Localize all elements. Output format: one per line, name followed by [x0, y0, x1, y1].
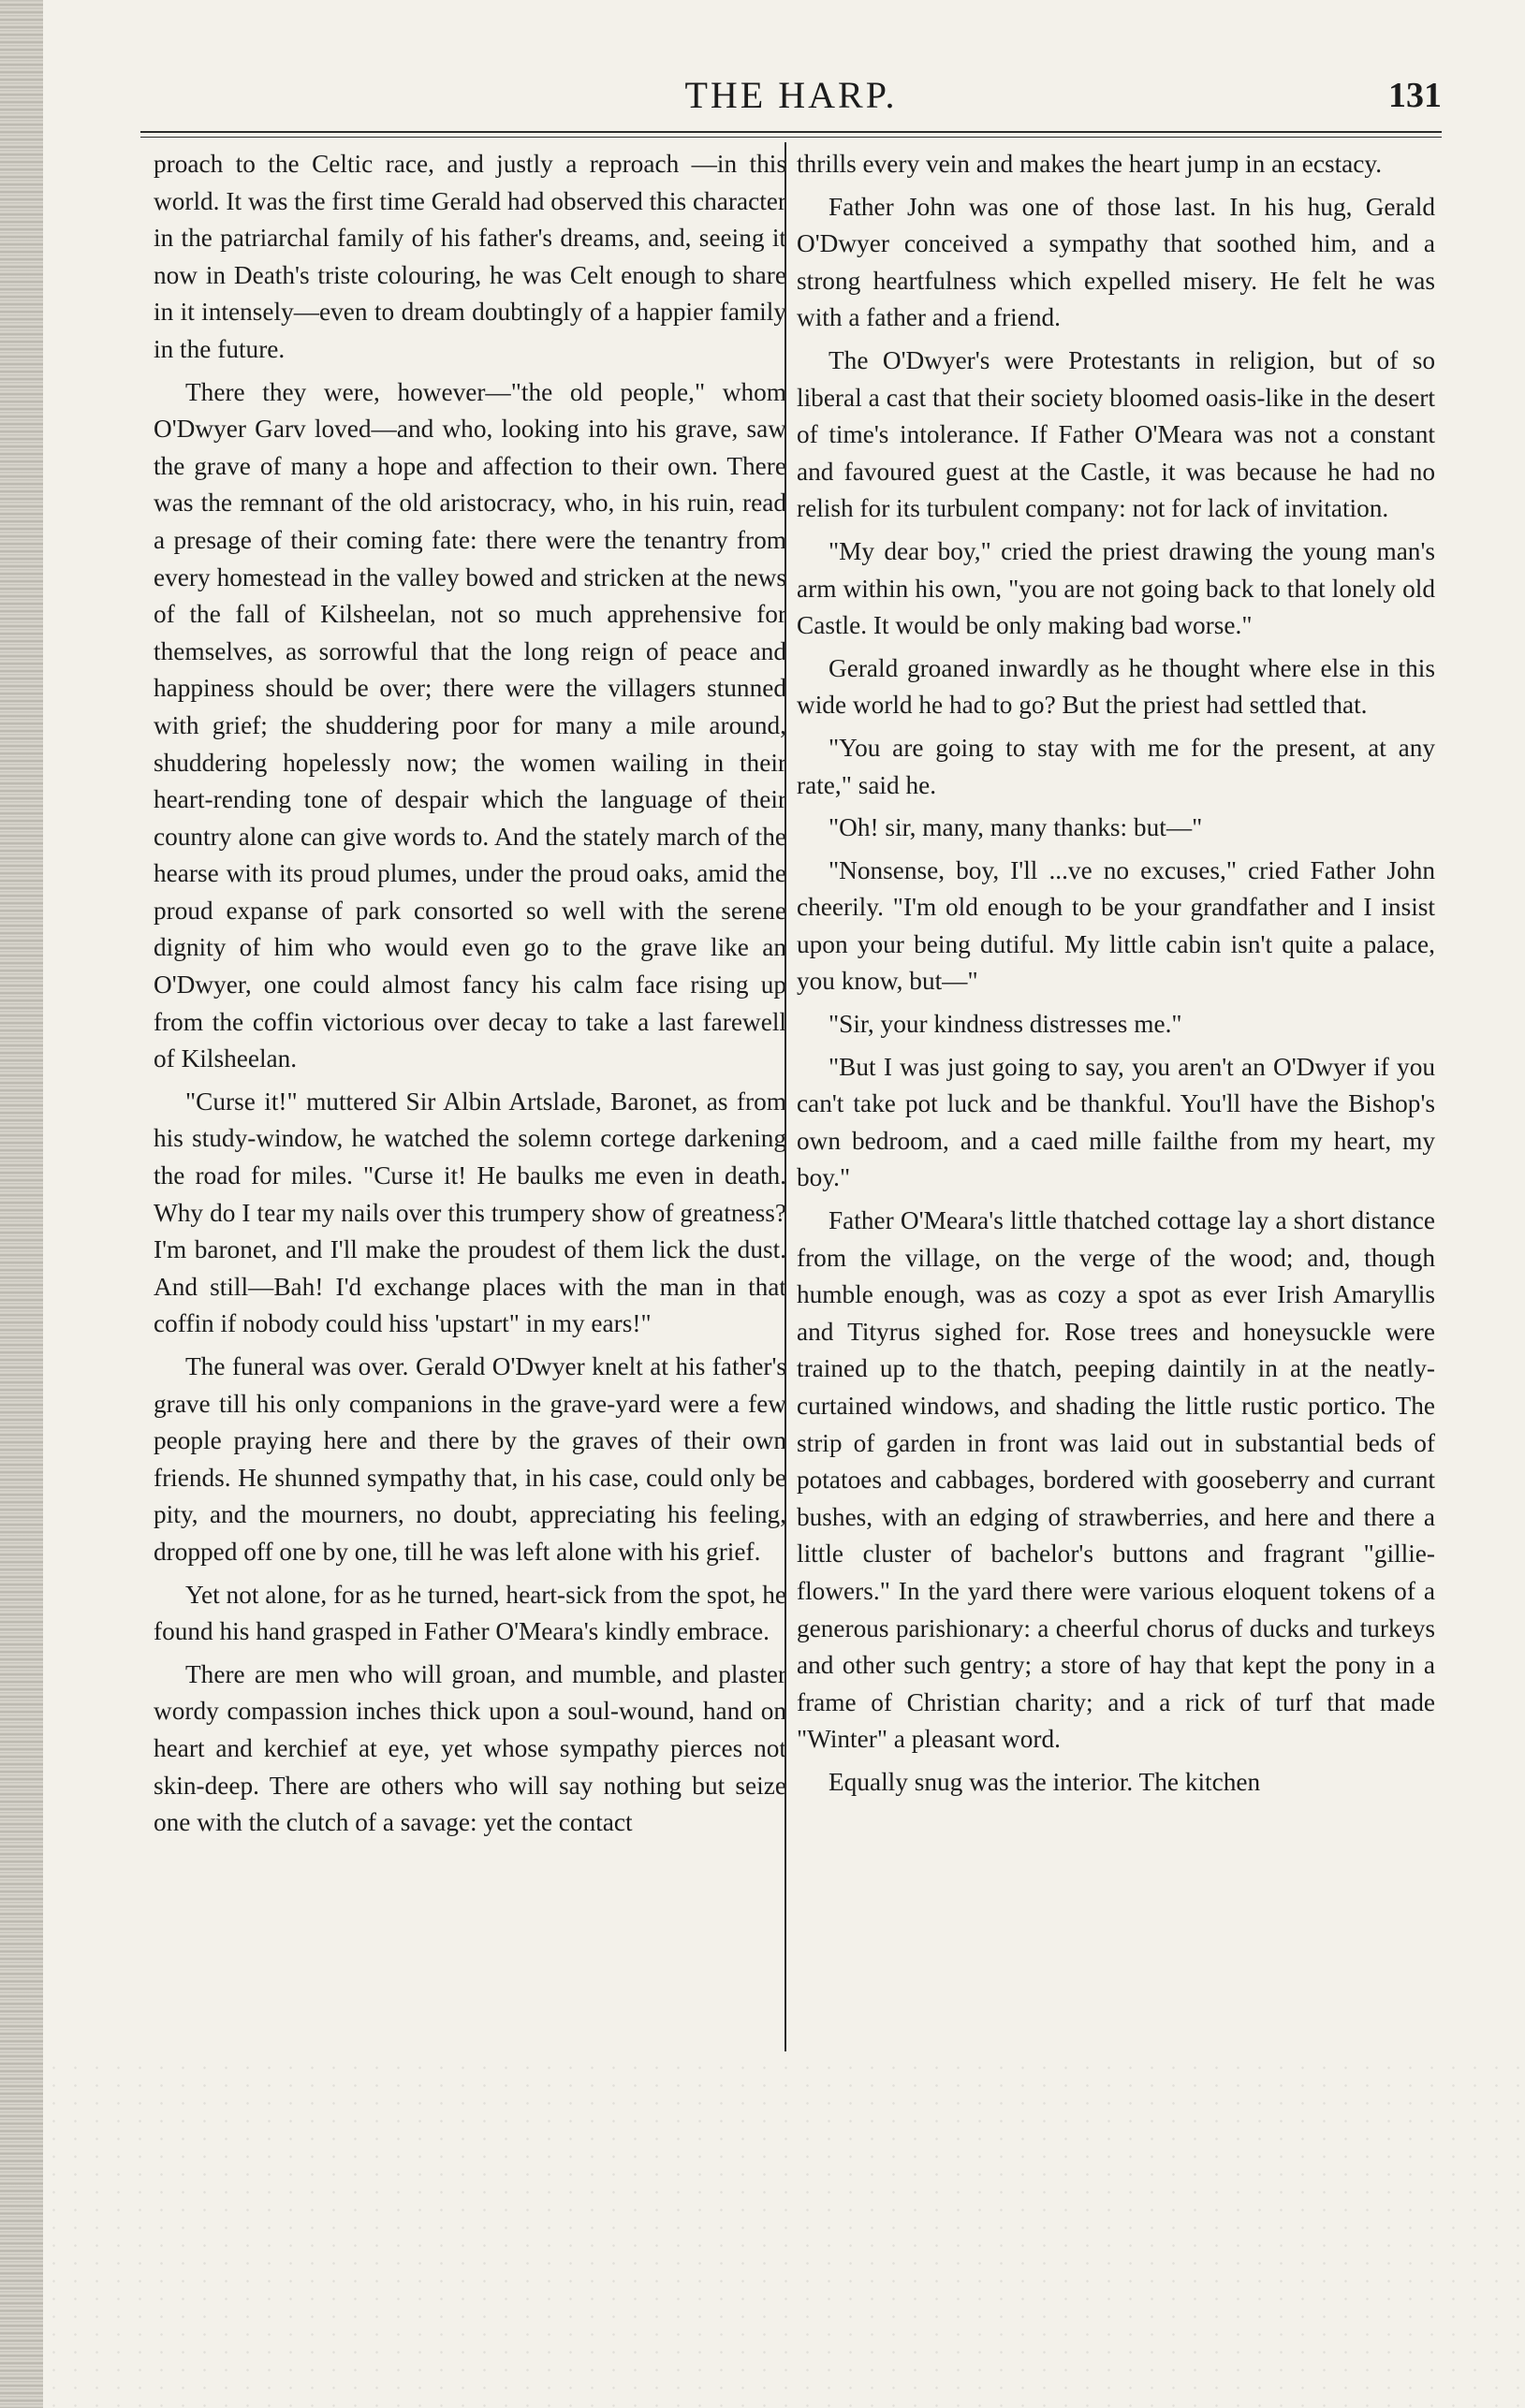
left-column	[154, 146, 786, 1842]
page-header	[140, 73, 1442, 129]
paragraph: There they were, however—"the old people," whom O'Dwyer Garv loved—and who, looking into his grave, saw the grave of many a hope and affection to their own. There was the remnant of the old aristocracy, who, in his ruin, read a presage of their coming fate: there were the tenantry from every homestead in the valley bowed and stricken at the news of the fall of Kilsheelan, not so much apprehensive for themselves, as sorrowful that the long reign of peace and happiness should be over; there were the villagers stunned with grief; the shuddering poor for many a mile around, shuddering hopelessly now; the women wailing in their heart-rending tone of despair which the language of their country alone can give words to. And the stately march of the hearse with its proud plumes, under the proud oaks, amid the proud expanse of park consorted so well with the serene dignity of him who would even go to the grave like an O'Dwyer, one could almost fancy his calm face rising up from the coffin victorious over decay to take a last farewell of Kilsheelan.	[154, 377, 786, 1073]
paragraph: The funeral was over. Gerald O'Dwyer knelt at his father's grave till his only companions in the grave-yard were a few people praying here and there by the graves of their own friends. He shunned sympathy that, in his case, could only be pity, and the mourners, no doubt, appreciating his feeling, dropped off one by one, till he was left alone with his grief.	[154, 1352, 786, 1566]
column-divider	[784, 142, 786, 2051]
paragraph: "Curse it!" muttered Sir Albin Artslade, Baronet, as from his study-window, he watched the solemn cortege darkening the road for miles. "Curse it! He baulks me even in death. Why do I tear my nails over this trumpery show of greatness? I'm baronet, and I'll make the proudest of them lick the dust. And still—Bah! I'd exchange places with the man in that coffin if nobody could hiss 'upstart" in my ears!"	[154, 1087, 786, 1338]
paragraph: Gerald groaned inwardly as he thought where else in this wide world he had to go? But the priest had settled that.	[797, 653, 1435, 720]
paragraph: "My dear boy," cried the priest drawing the young man's arm within his own, "you are not going back to that lonely old Castle. It would be only making bad worse."	[797, 536, 1435, 640]
page-number: 131	[1388, 76, 1442, 115]
paragraph: Father John was one of those last. In his hug, Gerald O'Dwyer conceived a sympathy that soothed him, and a strong heartfulness which expelled misery. He felt he was with a father and a friend.	[797, 192, 1435, 332]
paragraph: Father O'Meara's little thatched cottage lay a short distance from the village, on the verge of the wood; and, though humble enough, was as cozy a spot as ever Irish Amaryllis and Tityrus sighed for. Rose trees and honeysuckle were trained up to the thatch, peeping daintily in at the neatly-curtained windows, and shading the little rustic portico. The strip of garden in front was laid out in substantial beds of potatoes and cabbages, bordered with gooseberry and currant bushes, with an edging of strawberries, and here and there a little cluster of bachelor's buttons and fragrant "gillie-flowers." In the yard there were various eloquent tokens of a generous parishionary: a cheerful chorus of ducks and turkeys and other such gentry; a store of hay that kept the pony in a frame of Christian charity; and a rick of turf that made "Winter" a pleasant word.	[797, 1206, 1435, 1754]
paragraph: "But I was just going to say, you aren't an O'Dwyer if you can't take pot luck and be thankful. You'll have the Bishop's own bedroom, and a caed mille failthe from my heart, my boy."	[797, 1052, 1435, 1192]
paragraph: "Oh! sir, many, many thanks: but—"	[828, 813, 1203, 842]
paragraph: thrills every vein and makes the heart jump in an ecstacy.	[797, 150, 1383, 178]
header-rule	[140, 131, 1442, 133]
paragraph: proach to the Celtic race, and justly a reproach —in this world. It was the first time Gerald had observed this character in the patriarchal family of his father's dreams, and, seeing it now in Death's triste colouring, he was Celt enough to share in it intensely—even to dream doubtingly of a happier family in the future.	[154, 150, 786, 363]
right-column	[797, 146, 1435, 1802]
paragraph: Equally snug was the interior. The kitchen	[828, 1767, 1261, 1796]
paragraph: Yet not alone, for as he turned, heart-sick from the spot, he found his hand grasped in Father O'Meara's kindly embrace.	[154, 1580, 786, 1646]
header-rule-thin	[140, 137, 1442, 138]
paper-texture	[43, 2059, 1525, 2408]
paragraph: The O'Dwyer's were Protestants in religion, but of so liberal a cast that their society bloomed oasis-like in the desert of time's intolerance. If Father O'Meara was not a constant and favoured guest at the Castle, it was because he had no relish for its turbulent company: not for lack of invitation.	[797, 345, 1435, 523]
binding-edge	[0, 0, 43, 2408]
paragraph: "Nonsense, boy, I'll ...ve no excuses," cried Father John cheerily. "I'm old enough to be your grandfather and I insist upon your being dutiful. My little cabin isn't quite a palace, you know, but—"	[797, 855, 1435, 996]
paragraph: "You are going to stay with me for the present, at any rate," said he.	[797, 733, 1435, 799]
paragraph: There are men who will groan, and mumble, and plaster wordy compassion inches thick upon a soul-wound, hand on heart and kerchief at eye, yet whose sympathy pierces not skin-deep. There are others who will say nothing but seize one with the clutch of a savage: yet the contact	[154, 1659, 786, 1837]
paragraph: "Sir, your kindness distresses me."	[828, 1010, 1182, 1039]
running-title: THE HARP.	[684, 74, 898, 116]
